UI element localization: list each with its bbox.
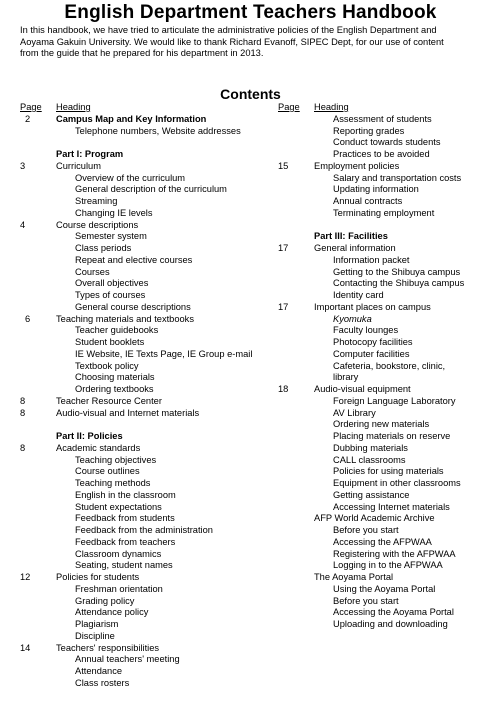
toc-subsection (278, 173, 496, 185)
toc-entry-text: Accessing the Aoyama Portal (333, 607, 454, 618)
toc-subsection (278, 584, 496, 596)
toc-entry-text: General description of the curriculum (75, 184, 227, 195)
toc-spacer (20, 419, 278, 431)
toc-entry-text: Repeat and elective courses (75, 254, 193, 265)
toc-subsection (278, 537, 496, 549)
toc-subsection (20, 631, 278, 643)
toc-entry-text: Seating, student names (75, 560, 173, 571)
toc-column-headers (278, 102, 496, 114)
toc-subsection (20, 349, 278, 361)
toc-page-number: 17 (278, 301, 289, 312)
toc-entry-text: Important places on campus (314, 301, 431, 312)
toc-entry-text: Choosing materials (75, 372, 155, 383)
toc-section (20, 161, 278, 173)
toc-subsection (278, 408, 496, 420)
toc-entry-text: Plagiarism (75, 619, 119, 629)
toc-subsection (20, 513, 278, 525)
toc-entry-text: Audio-visual equipment (314, 384, 411, 394)
heading-column-header: Heading (56, 102, 91, 112)
toc-page-number: 3 (20, 160, 26, 171)
toc-entry-text: Types of courses (75, 290, 146, 300)
toc-subsection (20, 455, 278, 467)
toc-subsection (278, 267, 496, 279)
toc-subsection (20, 325, 278, 337)
toc-subsection (20, 126, 278, 138)
toc-entry-text: Getting to the Shibuya campus (333, 266, 461, 277)
toc-entry-text: Assessment of students (333, 113, 432, 124)
toc-subsection (278, 490, 496, 502)
intro-line: In this handbook, we have tried to articulate the administrative policies of the English Department and (20, 25, 437, 35)
toc-subsection (20, 278, 278, 290)
toc-subsection (20, 584, 278, 596)
toc-subsection (20, 384, 278, 396)
toc-subsection (20, 560, 278, 572)
toc-entry-text: Class periods (75, 243, 132, 253)
toc-subsection (278, 137, 496, 149)
toc-section (20, 643, 278, 655)
toc-subsection (20, 337, 278, 349)
toc-entry-text: AV Library (333, 407, 376, 418)
toc-subsection (278, 560, 496, 572)
toc-entry-text: Policies for using materials (333, 466, 444, 477)
toc-column-headers (20, 102, 278, 114)
toc-subsection (20, 490, 278, 502)
toc-page-number: 15 (278, 160, 289, 171)
toc-right-column (278, 102, 496, 631)
toc-entry-text: Grading policy (75, 595, 135, 606)
toc-spacer (20, 137, 278, 149)
toc-entry-text: Employment policies (314, 160, 400, 171)
toc-entry-text: IE Website, IE Texts Page, IE Group e-mail (75, 348, 253, 359)
toc-part-heading (20, 149, 278, 161)
toc-subsection (278, 290, 496, 302)
toc-entry-text: Student expectations (75, 501, 162, 512)
toc-section (20, 443, 278, 455)
toc-entry-text: Before you start (333, 595, 399, 606)
toc-entry-text: Registering with the AFPWAA (333, 548, 456, 559)
toc-subsection (20, 619, 278, 631)
toc-section (20, 396, 278, 408)
toc-entry-text: The Aoyama Portal (314, 572, 394, 582)
toc-page-number: 8 (20, 407, 26, 418)
toc-section (20, 314, 278, 326)
toc-entry-text: Annual contracts (333, 196, 403, 206)
toc-entry-text: Logging in to the AFPWAA (333, 560, 443, 571)
toc-subsection (20, 666, 278, 678)
toc-section (278, 302, 496, 314)
toc-entry-text: Kyomuka (333, 313, 372, 324)
toc-entry-text: Feedback from the administration (75, 525, 213, 535)
toc-subsection (278, 114, 496, 126)
toc-entry-text: CALL classrooms (333, 454, 406, 465)
toc-entry-text: Teaching objectives (75, 454, 157, 465)
toc-entry-text: Class rosters (75, 677, 130, 688)
toc-subsection (20, 208, 278, 220)
toc-entry-text: Overview of the curriculum (75, 172, 186, 183)
toc-subsection (278, 419, 496, 431)
toc-subsection (278, 478, 496, 490)
toc-subsection (20, 537, 278, 549)
toc-page-number: 17 (278, 243, 289, 253)
toc-entry-text: Telephone numbers, Website addresses (75, 125, 241, 136)
toc-entry-text: Audio-visual and Internet materials (56, 407, 200, 418)
toc-subsection (20, 267, 278, 279)
toc-subsection (278, 126, 496, 138)
toc-section (20, 114, 278, 126)
toc-entry-text: Reporting grades (333, 125, 405, 136)
toc-entry-text: Information packet (333, 254, 410, 265)
toc-entry-text: Attendance policy (75, 607, 149, 618)
toc-entry-text: Identity card (333, 290, 384, 300)
toc-subsection (20, 525, 278, 537)
toc-subsection (278, 431, 496, 443)
toc-entry-text: Updating information (333, 184, 419, 195)
toc-subsection (278, 466, 496, 478)
toc-entry-text: General information (314, 243, 396, 253)
toc-subsection (278, 314, 496, 326)
toc-subsection (20, 231, 278, 243)
toc-subsection (278, 196, 496, 208)
intro-line: from the guide that he prepared for his department in 2013. (20, 48, 264, 58)
toc-section (278, 161, 496, 173)
toc-subsection (278, 184, 496, 196)
toc-subsection (278, 255, 496, 267)
toc-subsection (20, 290, 278, 302)
toc-subsection (20, 196, 278, 208)
toc-entry-text: Teaching methods (75, 478, 151, 488)
toc-entry-text: Teacher guidebooks (75, 325, 159, 336)
toc-entry-text: English in the classroom (75, 489, 176, 500)
toc-entry-text: Placing materials on reserve (333, 431, 451, 441)
toc-page-number: 12 (20, 572, 31, 582)
toc-subsection (20, 173, 278, 185)
toc-entry-text: library (333, 372, 359, 383)
toc-entry-text: Uploading and downloading (333, 619, 448, 629)
toc-entry-text: Academic standards (56, 442, 141, 453)
toc-subsection (278, 502, 496, 514)
toc-entry-text: Overall objectives (75, 278, 149, 289)
toc-entry-text: Teacher Resource Center (56, 395, 162, 406)
toc-entry-text: Dubbing materials (333, 442, 408, 453)
toc-page-number: 14 (20, 642, 31, 653)
toc-entry-text: Part II: Policies (56, 431, 123, 441)
toc-subsection (20, 243, 278, 255)
toc-entry-text: Course descriptions (56, 219, 139, 230)
toc-entry-text: Freshman orientation (75, 583, 163, 594)
toc-entry-text: Terminating employment (333, 207, 435, 218)
toc-entry-text: Campus Map and Key Information (56, 113, 207, 124)
toc-subsection (278, 337, 496, 349)
toc-entry-text: Part I: Program (56, 149, 124, 159)
toc-subsection (278, 278, 496, 290)
toc-entry-text: Discipline (75, 630, 115, 641)
toc-subsection (278, 372, 496, 384)
toc-subsection (20, 466, 278, 478)
toc-entry-text: Faculty lounges (333, 325, 399, 336)
toc-entry-text: Ordering new materials (333, 419, 430, 430)
toc-spacer (278, 220, 496, 232)
toc-entry-text: Cafeteria, bookstore, clinic, (333, 360, 446, 371)
toc-page-number: 2 (25, 113, 31, 124)
toc-entry-text: Semester system (75, 231, 147, 242)
toc-entry-text: Course outlines (75, 466, 140, 477)
toc-entry-text: AFP World Academic Archive (314, 513, 435, 524)
toc-subsection (20, 678, 278, 690)
toc-entry-text: Courses (75, 266, 110, 277)
toc-part-heading (278, 231, 496, 243)
toc-entry-text: Salary and transportation costs (333, 172, 462, 183)
contents-heading: Contents (220, 86, 281, 102)
toc-subsection (278, 455, 496, 467)
toc-subsection (20, 502, 278, 514)
toc-subsection (278, 361, 496, 373)
intro-line: Aoyama Gakuin University. We would like to thank Richard Evanoff, SIPEC Dept, for our use of content (20, 36, 444, 47)
toc-section (20, 408, 278, 420)
page-column-header: Page (20, 102, 42, 112)
toc-entry-text: Using the Aoyama Portal (333, 583, 436, 594)
toc-entry-text: Streaming (75, 196, 118, 206)
toc-page-number: 8 (20, 442, 26, 453)
toc-entry-text: Before you start (333, 525, 399, 535)
toc-subsection (20, 372, 278, 384)
toc-subsection (278, 149, 496, 161)
toc-entry-text: Accessing the AFPWAA (333, 536, 432, 547)
toc-subsection (278, 208, 496, 220)
toc-subsection (278, 549, 496, 561)
toc-entry-text: Equipment in other classrooms (333, 478, 461, 488)
toc-left-column (20, 102, 278, 690)
toc-subsection (20, 302, 278, 314)
toc-entry-text: Annual teachers' meeting (75, 654, 180, 665)
page-column-header: Page (278, 102, 300, 112)
toc-subsection (278, 525, 496, 537)
toc-subsection (278, 349, 496, 361)
toc-entry-text: Teaching materials and textbooks (56, 313, 194, 324)
toc-part-heading (20, 431, 278, 443)
toc-entry-text: Feedback from teachers (75, 536, 176, 547)
toc-entry-text: Accessing Internet materials (333, 501, 450, 512)
toc-entry-text: Changing IE levels (75, 207, 153, 218)
toc-entry-text: Attendance (75, 666, 123, 676)
toc-entry-text: General course descriptions (75, 301, 191, 312)
toc-subsection (278, 607, 496, 619)
toc-subsection (20, 549, 278, 561)
toc-section (20, 572, 278, 584)
toc-subsection (20, 255, 278, 267)
toc-entry-text: Computer facilities (333, 348, 410, 359)
toc-section (278, 572, 496, 584)
toc-section (278, 513, 496, 525)
toc-entry-text: Curriculum (56, 160, 101, 171)
toc-section (278, 384, 496, 396)
toc-entry-text: Ordering textbooks (75, 384, 154, 394)
toc-page-number: 6 (25, 313, 31, 324)
document-title: English Department Teachers Handbook (64, 2, 437, 23)
toc-entry-text: Contacting the Shibuya campus (333, 278, 465, 289)
toc-subsection (20, 607, 278, 619)
toc-entry-text: Textbook policy (75, 360, 139, 371)
toc-section (20, 220, 278, 232)
toc-entry-text: Policies for students (56, 572, 140, 582)
toc-entry-text: Practices to be avoided (333, 149, 430, 159)
toc-entry-text: Student booklets (75, 337, 145, 347)
heading-column-header: Heading (314, 102, 349, 112)
toc-page-number: 4 (20, 219, 26, 230)
toc-entry-text: Part III: Facilities (314, 231, 388, 242)
toc-entry-text: Teachers' responsibilities (56, 642, 160, 653)
toc-page-number: 8 (20, 395, 26, 406)
toc-entry-text: Foreign Language Laboratory (333, 395, 456, 406)
toc-entry-text: Feedback from students (75, 513, 175, 524)
toc-entry-text: Conduct towards students (333, 137, 441, 148)
toc-subsection (20, 184, 278, 196)
toc-page-number: 18 (278, 384, 289, 394)
toc-subsection (278, 443, 496, 455)
toc-subsection (20, 596, 278, 608)
intro-paragraph (20, 25, 495, 60)
toc-subsection (278, 325, 496, 337)
toc-subsection (278, 396, 496, 408)
toc-entry-text: Photocopy facilities (333, 337, 413, 347)
toc-subsection (20, 478, 278, 490)
toc-subsection (20, 654, 278, 666)
toc-subsection (278, 619, 496, 631)
toc-entry-text: Classroom dynamics (75, 548, 162, 559)
toc-section (278, 243, 496, 255)
toc-subsection (278, 596, 496, 608)
toc-subsection (20, 361, 278, 373)
toc-entry-text: Getting assistance (333, 489, 410, 500)
